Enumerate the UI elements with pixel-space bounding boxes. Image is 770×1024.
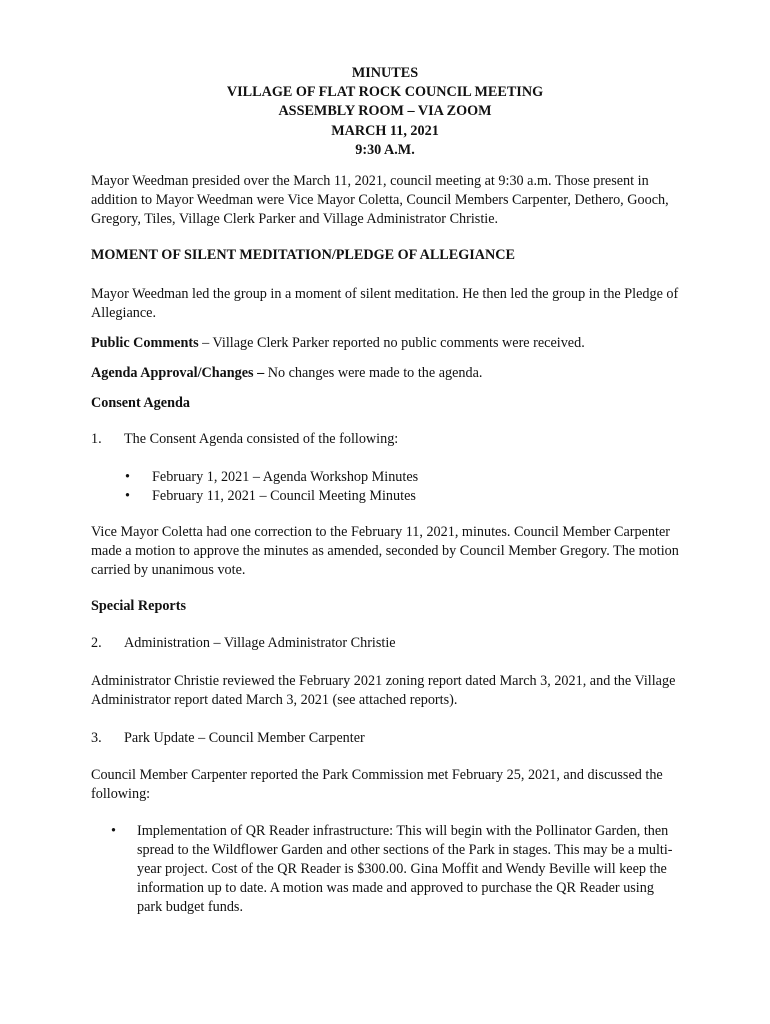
agenda-approval-text: No changes were made to the agenda. xyxy=(264,365,483,381)
intro-paragraph: Mayor Weedman presided over the March 11, 2021, council meeting at 9:30 a.m. Those present in addition to Mayor Weedman were Vice Mayor Coletta, Council Members Carpenter, Dethero, Gooch, Gregory, Tiles, Village Clerk Parker and Village Administrator Christie. xyxy=(91,173,669,227)
doc-title: MINUTES xyxy=(351,65,419,81)
item-text: The Consent Agenda consisted of the following: xyxy=(124,431,399,447)
agenda-approval-paragraph xyxy=(91,364,691,383)
agenda-approval-label: Agenda Approval/Changes – xyxy=(91,365,265,381)
list-item-text: Implementation of QR Reader infrastructure: This will begin with the Pollinator Garden, then spread to the Wildflower Garden and other sections of the Park in stages. This may be a multi-year project. Cost of the QR Reader is $300.00. Gina Moffit and Wendy Beville will keep the information up to date. A motion was made and approved to purchase the QR Reader using park budget funds. xyxy=(137,823,673,915)
doc-subtitle-location: ASSEMBLY ROOM – VIA ZOOM xyxy=(278,103,492,119)
bullet-icon: • xyxy=(125,488,130,504)
item-text: Park Update – Council Member Carpenter xyxy=(124,730,365,746)
list-item-text: February 1, 2021 – Agenda Workshop Minutes xyxy=(152,469,419,485)
item-number: 1. xyxy=(91,431,102,447)
public-comments-text: – Village Clerk Parker reported no public comments were received. xyxy=(198,335,585,351)
consent-agenda-heading: Consent Agenda xyxy=(91,395,190,411)
doc-date: MARCH 11, 2021 xyxy=(331,123,439,139)
doc-time: 9:30 A.M. xyxy=(355,142,415,158)
public-comments-label: Public Comments xyxy=(91,335,199,351)
park-update-paragraph: Council Member Carpenter reported the Park Commission met February 25, 2021, and discussed the following: xyxy=(91,767,663,802)
consent-paragraph: Vice Mayor Coletta had one correction to the February 11, 2021, minutes. Council Member Carpenter made a motion to approve the minutes as amended, seconded by Council Member Gregory. The motion carried by unanimous vote. xyxy=(91,524,679,578)
special-reports-heading: Special Reports xyxy=(91,598,186,614)
public-comments-paragraph xyxy=(91,334,691,353)
list-item-text: February 11, 2021 – Council Meeting Minutes xyxy=(152,488,416,504)
meditation-paragraph: Mayor Weedman led the group in a moment of silent meditation. He then led the group in the Pledge of Allegiance. xyxy=(91,286,679,321)
item-text: Administration – Village Administrator Christie xyxy=(124,635,396,651)
meditation-heading: MOMENT OF SILENT MEDITATION/PLEDGE OF ALLEGIANCE xyxy=(91,247,515,263)
doc-subtitle-meeting: VILLAGE OF FLAT ROCK COUNCIL MEETING xyxy=(226,84,544,100)
administration-paragraph: Administrator Christie reviewed the February 2021 zoning report dated March 3, 2021, and the Village Administrator report dated March 3, 2021 (see attached reports). xyxy=(91,673,676,708)
item-number: 3. xyxy=(91,730,102,746)
bullet-icon: • xyxy=(111,823,116,839)
list-item xyxy=(111,822,681,917)
bullet-icon: • xyxy=(125,469,130,485)
item-number: 2. xyxy=(91,635,102,651)
